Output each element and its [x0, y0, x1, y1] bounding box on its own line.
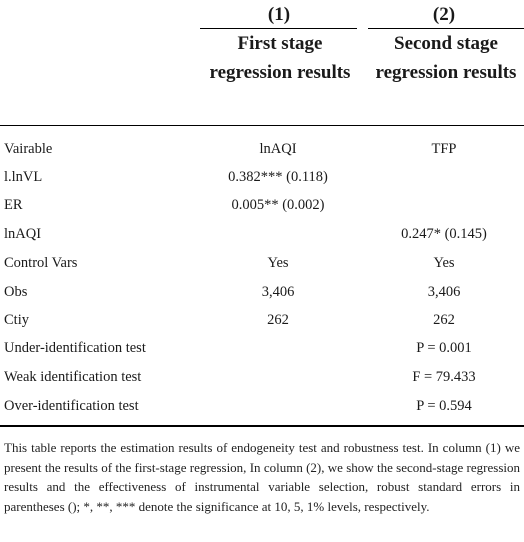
row-col2-value: P = 0.594 — [416, 398, 472, 414]
table-row — [0, 278, 524, 306]
row-label: Ctiy — [4, 312, 29, 328]
row-col1-value: Yes — [267, 255, 289, 271]
row-label: ER — [4, 197, 23, 213]
table-row — [0, 135, 524, 163]
row-col2-value: 3,406 — [427, 284, 461, 300]
table-row — [0, 220, 524, 248]
row-col1-value: 262 — [267, 312, 289, 328]
table-row — [0, 334, 524, 362]
column-1-number: (1) — [267, 4, 291, 25]
table-row — [0, 363, 524, 391]
row-col2-value: 262 — [433, 312, 455, 328]
row-col1-value: 3,406 — [261, 284, 295, 300]
row-col2-value: 0.247* (0.145) — [401, 226, 487, 242]
row-label: lnAQI — [4, 226, 42, 242]
row-label: Control Vars — [4, 255, 78, 271]
row-col1-value: 0.382*** (0.118) — [228, 169, 328, 185]
row-col1-value: lnAQI — [259, 141, 297, 157]
table-row — [0, 191, 524, 219]
row-label: Under-identification test — [4, 340, 146, 356]
row-col2-value: Yes — [433, 255, 455, 271]
table-top-rule — [0, 125, 524, 126]
column-1-title: First stage regression results — [209, 33, 351, 83]
row-label: Over-identification test — [4, 398, 139, 414]
row-col1-value: 0.005** (0.002) — [231, 197, 325, 213]
table-row — [0, 392, 524, 420]
row-col2-value: F = 79.433 — [412, 369, 476, 385]
table-row — [0, 163, 524, 191]
table-footnote: This table reports the estimation results of endogeneity test and robustness test. In column (1) we present the results of the first-stage regression, In column (2), we show the second-stage regression results and the effectiveness of instrumental variable selection, robust standard errors in parentheses (); *, **, *** denote the significance at 10, 5, 1% levels, respectively. — [4, 440, 520, 514]
table-row — [0, 249, 524, 277]
column-2-underline — [368, 28, 524, 29]
column-1-underline — [200, 28, 357, 29]
column-2-number: (2) — [432, 4, 456, 25]
table-row — [0, 306, 524, 334]
row-col2-value: TFP — [431, 141, 457, 157]
table-bottom-rule — [0, 425, 524, 427]
row-label: l.lnVL — [4, 169, 43, 185]
row-label: Obs — [4, 284, 28, 300]
row-label: Weak identification test — [4, 369, 142, 385]
row-label: Vairable — [4, 141, 53, 157]
row-col2-value: P = 0.001 — [416, 340, 472, 356]
column-2-title: Second stage regression results — [375, 33, 517, 83]
